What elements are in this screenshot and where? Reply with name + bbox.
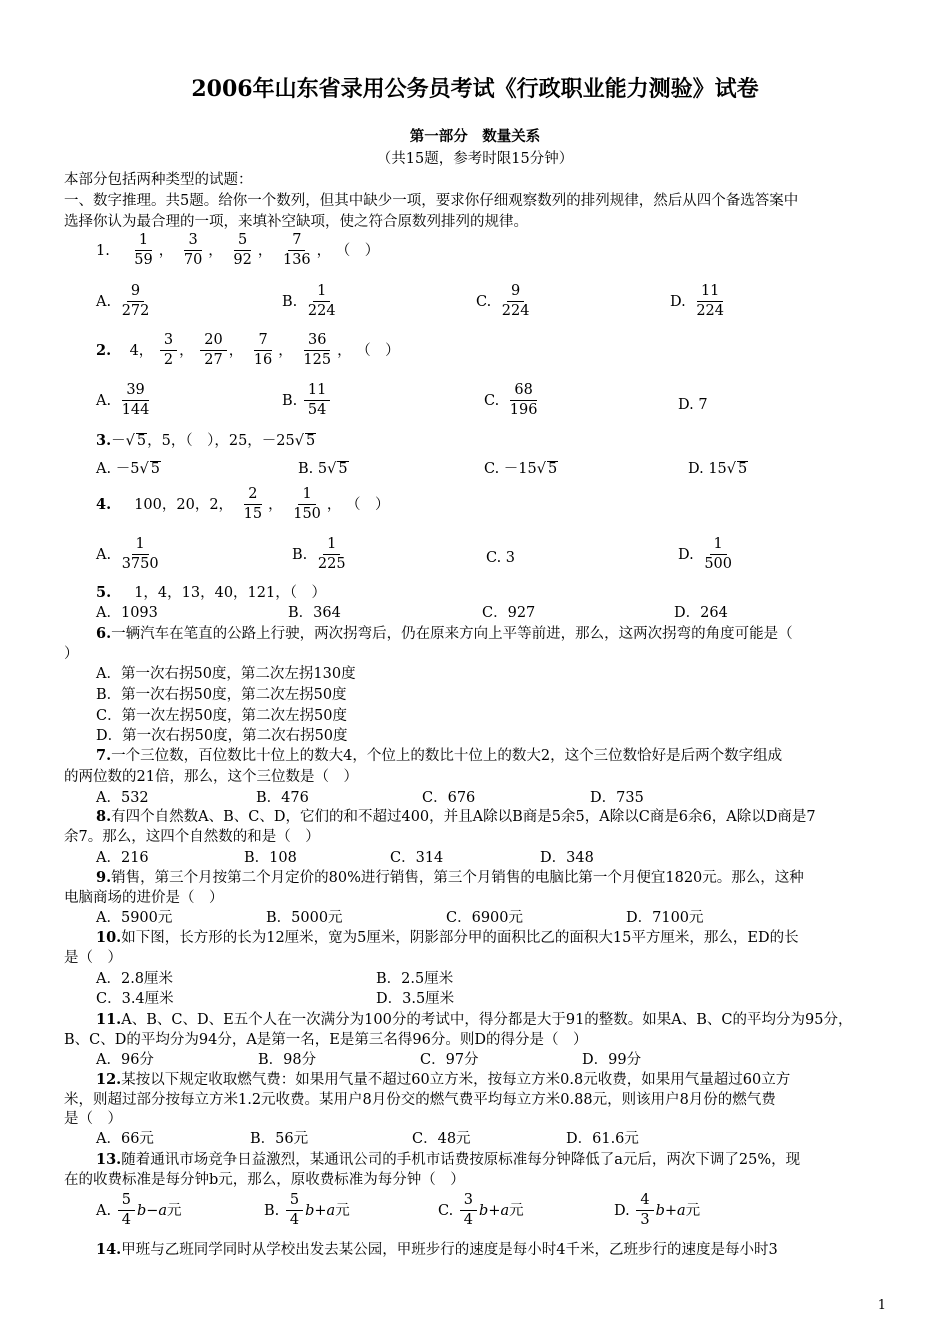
option: D. 7: [678, 397, 708, 413]
question-8: 8.有四个自然数A、B、C、D，它们的和不超过400，并且A除以B商是5余5，A除以C商是6余6，A除以D商是7: [96, 808, 816, 825]
fraction: $\frac{5}{92}$: [233, 232, 252, 269]
option: B．第一次右拐50度，第二次左拐50度: [96, 687, 347, 703]
question-4: 4. 100，20，2， $\frac{2}{15}$ ， $\frac{1}{150}$ ， （ ）: [96, 486, 390, 523]
option: B．2.5厘米: [376, 971, 454, 987]
option: D. $\frac{11}{224}$: [670, 283, 725, 320]
question-6: 6.一辆汽车在笔直的公路上行驶，两次拐弯后，仍在原来方向上平等前进，那么，这两次拐弯的角度可能是（: [96, 625, 793, 642]
question-14: 14.甲班与乙班同学同时从学校出发去某公园，甲班步行的速度是每小时4千米，乙班步行的速度是每小时3: [96, 1241, 778, 1258]
question-7: 7.一个三位数，百位数比十位上的数大4，个位上的数比十位上的数大2，这个三位数恰好是后两个数字组成: [96, 747, 783, 764]
section-title: 第一部分 数量关系: [409, 128, 541, 145]
question-line: 电脑商场的进价是（ ）: [64, 890, 224, 906]
option: C．927: [482, 605, 536, 621]
option: B. $\frac{5}{4}$ b+a元: [264, 1192, 350, 1229]
option: A. $\frac{9}{272}$: [96, 283, 150, 320]
option: C. $\frac{3}{4}$ b+a元: [438, 1192, 524, 1229]
question-line: 是（ ）: [64, 1111, 122, 1127]
option: B. $\frac{1}{224}$: [282, 283, 336, 320]
option: C．97分: [420, 1052, 479, 1068]
option: C．676: [422, 790, 476, 806]
fraction: $\frac{3}{70}$: [183, 232, 203, 269]
question-3: 3.－√ 5，5，（ ），25，－25√ 5: [96, 432, 316, 449]
option: B．5000元: [266, 910, 343, 926]
option: B．108: [244, 850, 297, 866]
option: B. 5√ 5: [298, 461, 348, 477]
option: D．99分: [582, 1052, 642, 1068]
option: B．98分: [258, 1052, 317, 1068]
option: D. $\frac{1}{500}$: [678, 536, 733, 573]
fraction: $\frac{7}{136}$: [282, 232, 311, 269]
option: C. －15√ 5: [484, 461, 558, 477]
option: A．5900元: [96, 910, 173, 926]
question-line: 是（ ）: [64, 950, 122, 966]
question-11: 11.A、B、C、D、E五个人在一次满分为100分的考试中，得分都是大于91的整数。如果A、B、C的平均分为95分，: [96, 1011, 853, 1028]
option: D．348: [540, 850, 594, 866]
option: C. 3: [486, 550, 516, 566]
question-5: 5. 1，4，13，40，121，（ ）: [96, 584, 326, 601]
option: A. －5√ 5: [96, 461, 160, 477]
question-13: 13.随着通讯市场竞争日益激烈，某通讯公司的手机市话费按原标准每分钟降低了a元后，两次下调了25%，现: [96, 1151, 801, 1168]
question-line: 米，则超过部分按每立方米1.2元收费。某用户8月份交的燃气费平均每立方米0.88元，则该用户8月份的燃气费: [64, 1092, 776, 1108]
option: A. $\frac{5}{4}$ b−a元: [96, 1192, 182, 1229]
option: D．第一次右拐50度，第二次右拐50度: [96, 728, 348, 744]
option: D．3.5厘米: [376, 991, 455, 1007]
option: D．61.6元: [566, 1131, 639, 1147]
question-12: 12.某按以下规定收取燃气费：如果用气量不超过60立方米，按每立方米0.8元收费，如果用气量超过60立方: [96, 1071, 791, 1088]
option: C．6900元: [446, 910, 523, 926]
option: A．216: [96, 850, 149, 866]
question-9: 9.销售，第三个月按第二个月定价的80%进行销售，第三个月销售的电脑比第一个月便宜1820元。那么，这种: [96, 869, 804, 886]
section-note: （共15题，参考时限15分钟）: [376, 151, 574, 167]
page-title: 2006年山东省录用公务员考试《行政职业能力测验》试卷: [191, 76, 759, 102]
question-line: 在的收费标准是每分钟b元，那么，原收费标准为每分钟（ ）: [64, 1172, 465, 1188]
option: A．532: [96, 790, 149, 806]
option: C. $\frac{68}{196}$: [484, 382, 538, 419]
question-1: 1. $\frac{1}{59}$ ， $\frac{3}{70}$ ， $\frac{5}{92}$ ， $\frac{7}{136}$ ， （ ）: [96, 232, 380, 269]
option: D．735: [590, 790, 644, 806]
intro-line: 选择你认为最合理的一项，来填补空缺项，使之符合原数列排列的规律。: [64, 214, 528, 230]
question-number: 1.: [96, 242, 110, 259]
option: B．56元: [250, 1131, 309, 1147]
option: C．314: [390, 850, 444, 866]
option: C．3.4厘米: [96, 991, 174, 1007]
option: B. $\frac{1}{225}$: [292, 536, 346, 573]
option: A．1093: [96, 605, 158, 621]
option: C．第一次左拐50度，第二次左拐50度: [96, 708, 347, 724]
option: B．364: [288, 605, 341, 621]
option: D. $\frac{4}{3}$ b+a元: [614, 1192, 701, 1229]
question-line: B、C、D的平均分为94分，A是第一名，E是第三名得96分。则D的得分是（ ）: [64, 1032, 588, 1048]
question-10: 10.如下图，长方形的长为12厘米，宽为5厘米，阴影部分甲的面积比乙的面积大15平方厘米，那么，ED的长: [96, 929, 799, 946]
option: D．7100元: [626, 910, 704, 926]
question-2: 2. 4， $\frac{3}{2}$ ， $\frac{20}{27}$ ， $\frac{7}{16}$ ， $\frac{36}{125}$ ， （ ）: [96, 332, 400, 369]
page-number: 1: [877, 1298, 886, 1313]
question-line: 的两位数的21倍，那么，这个三位数是（ ）: [64, 769, 358, 785]
question-line: 余7。那么，这四个自然数的和是（ ）: [64, 829, 320, 845]
option: A．第一次右拐50度，第二次左拐130度: [96, 666, 356, 682]
intro-line: 本部分包括两种类型的试题：: [64, 172, 253, 188]
option: A．96分: [96, 1052, 154, 1068]
option: A．2.8厘米: [96, 971, 174, 987]
option: A．66元: [96, 1131, 154, 1147]
question-line: ）: [64, 646, 79, 662]
option: D. 15√ 5: [688, 461, 748, 477]
option: A. $\frac{39}{144}$: [96, 382, 150, 419]
fraction: $\frac{1}{59}$: [134, 232, 153, 269]
option: C. $\frac{9}{224}$: [476, 283, 530, 320]
option: C．48元: [412, 1131, 471, 1147]
option: B. $\frac{11}{54}$: [282, 382, 332, 420]
option: D．264: [674, 605, 728, 621]
intro-line: 一、数字推理。共5题。给你一个数列，但其中缺少一项，要求你仔细观察数列的排列规律，然后从四个备选答案中: [64, 193, 799, 209]
option: B．476: [256, 790, 309, 806]
option: A. $\frac{1}{3750}$: [96, 536, 159, 573]
